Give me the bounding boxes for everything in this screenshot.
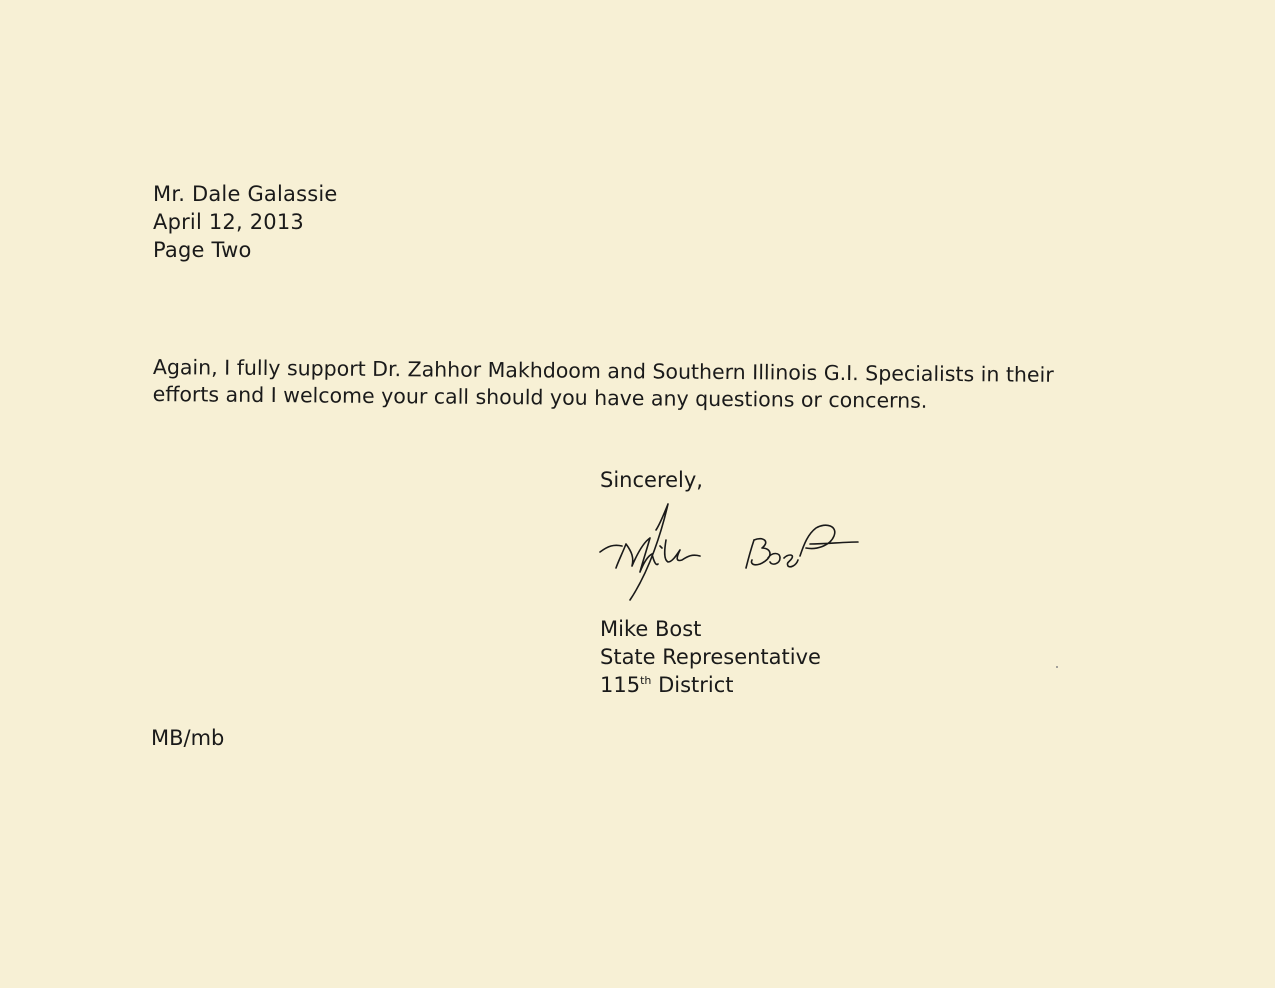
district-word: District [651, 673, 734, 697]
letter-date: April 12, 2013 [153, 210, 304, 234]
letter-header [153, 180, 338, 264]
district-number: 115 [600, 673, 641, 697]
signer-name: Mike Bost [600, 617, 702, 641]
letter-body [153, 354, 1113, 416]
typist-initials: MB/mb [151, 726, 225, 750]
district-suffix: th [640, 674, 652, 687]
signer-block [600, 615, 821, 699]
closing-salutation: Sincerely, [600, 468, 703, 492]
body-line-2: efforts and I welcome your call should you have any questions or concerns. [152, 381, 928, 413]
signer-title: State Representative [600, 645, 821, 669]
scan-speck [1056, 666, 1058, 668]
body-line-1: Again, I fully support Dr. Zahhor Makhdoom and Southern Illinois G.I. Specialists in their [152, 354, 1054, 387]
signer-district [600, 671, 821, 699]
recipient-name: Mr. Dale Galassie [153, 182, 338, 206]
handwritten-signature [596, 500, 866, 610]
page-label: Page Two [153, 238, 252, 262]
